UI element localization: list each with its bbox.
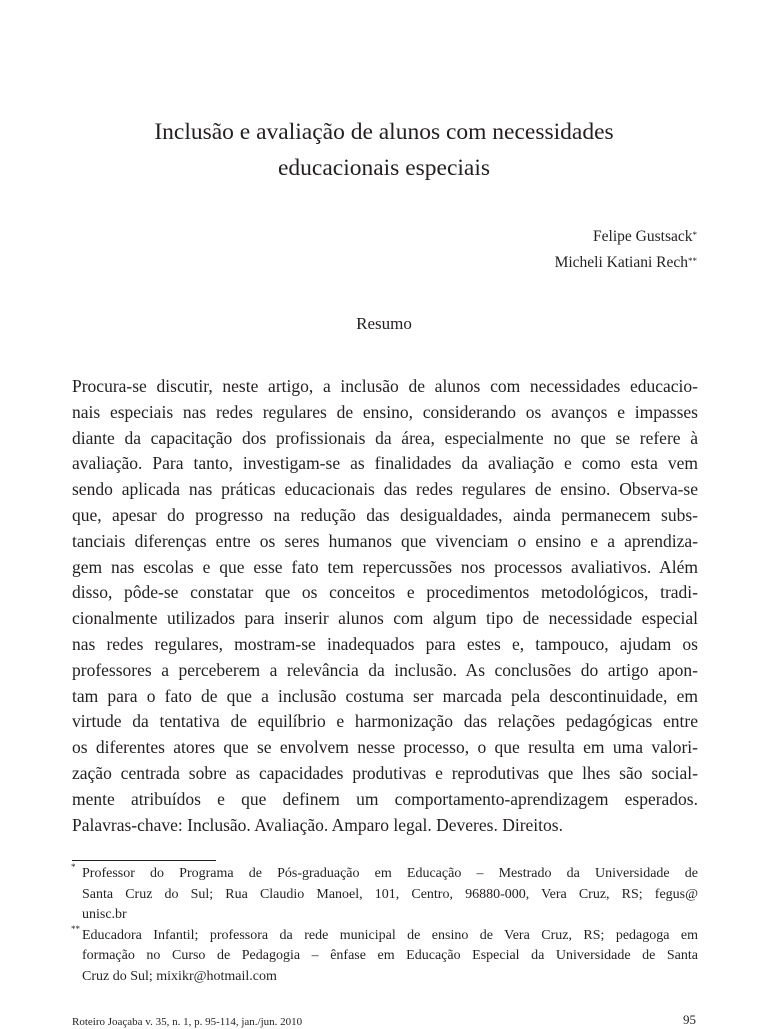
footnote-line: Cruz do Sul; mixikr@hotmail.com <box>82 968 277 984</box>
abstract-line: nas redes regulares, mostram-se inadequados para estes e, tampouco, ajudam os <box>72 633 698 654</box>
footnote-line: Santa Cruz do Sul; Rua Claudio Manoel, 101, Centro, 96880-000, Vera Cruz, RS; fegus@ <box>82 886 698 902</box>
footnote-line: unisc.br <box>82 907 127 922</box>
author-list <box>555 224 697 276</box>
author-1-name: Felipe Gustsack <box>593 228 693 245</box>
footnote-2 <box>71 923 698 988</box>
abstract-line: os diferentes atores que se envolvem nesse processo, o que resulta em uma valori- <box>72 737 698 758</box>
article-title-line-2: educacionais especiais <box>277 155 491 181</box>
footnote-1-mark: * <box>71 862 76 872</box>
abstract-line: nais especiais nas redes regulares de ensino, considerando os avanços e impasses <box>72 401 698 422</box>
abstract-line: virtude da tentativa de equilíbrio e harmonização das relações pedagógicas entre <box>72 711 698 732</box>
abstract-line: gem nas escolas e que esse fato tem repercussões nos processos avaliativos. Além <box>72 556 698 577</box>
abstract-body <box>72 374 698 838</box>
footnote-divider <box>72 860 216 861</box>
author-1-footnote-mark[interactable]: * <box>692 230 697 240</box>
abstract-line: tam para o fato de que a inclusão costuma ser marcada pela descontinuidade, em <box>72 685 698 706</box>
abstract-line: sendo aplicada nas práticas educacionais das redes regulares de ensino. Observa-se <box>72 479 698 500</box>
abstract-line: zação centrada sobre as capacidades produtivas e reprodutivas que lhes são social- <box>72 762 698 783</box>
abstract-line: Procura-se discutir, neste artigo, a inclusão de alunos com necessidades educacio- <box>72 376 698 396</box>
footnotes <box>72 864 698 987</box>
author-1 <box>555 224 697 250</box>
abstract-line: diante da capacitação dos profissionais da área, especialmente no que se refere à <box>72 427 698 448</box>
page-number: 95 <box>683 1012 696 1027</box>
footnote-line: Educadora Infantil; professora da rede municipal de ensino de Vera Cruz, RS; pedagoga em <box>82 927 698 943</box>
footnote-line: formação no Curso de Pedagogia – ênfase em Educação Especial da Universidade de Santa <box>82 948 698 963</box>
abstract-heading: Resumo <box>356 314 412 333</box>
article-title <box>60 114 708 186</box>
author-2-footnote-mark[interactable]: ** <box>688 256 697 266</box>
footnote-2-mark: ** <box>71 923 80 934</box>
article-title-line-1: Inclusão e avaliação de alunos com necessidades <box>154 119 614 145</box>
abstract-line: cionalmente utilizados para inserir alunos com algum tipo de necessidade especial <box>72 608 698 629</box>
abstract-line: disso, pôde-se constatar que os conceitos e procedimentos metodológicos, tradi- <box>72 582 698 603</box>
author-2 <box>555 250 697 276</box>
footnote-line: Professor do Programa de Pós-graduação em Educação – Mestrado da Universidade de <box>82 866 698 881</box>
author-2-name: Micheli Katiani Rech <box>554 254 688 271</box>
abstract-line: professores a perceberem a relevância da inclusão. As conclusões do artigo apon- <box>72 659 698 680</box>
keywords-line: Palavras-chave: Inclusão. Avaliação. Amparo legal. Deveres. Direitos. <box>72 814 563 835</box>
footnote-1 <box>72 864 698 926</box>
abstract-line: tanciais diferenças entre os seres humanos que vivenciam o ensino e a aprendiza- <box>72 530 698 551</box>
abstract-line: avaliação. Para tanto, investigam-se as finalidades da avaliação e como esta vem <box>72 453 698 474</box>
abstract-line: mente atribuídos e que definem um comportamento-aprendizagem esperados. <box>72 788 698 809</box>
abstract-line: que, apesar do progresso na redução das desigualdades, ainda permanecem subs- <box>72 504 698 525</box>
running-footer: Roteiro Joaçaba v. 35, n. 1, p. 95-114, jan./jun. 2010 <box>72 1016 303 1028</box>
